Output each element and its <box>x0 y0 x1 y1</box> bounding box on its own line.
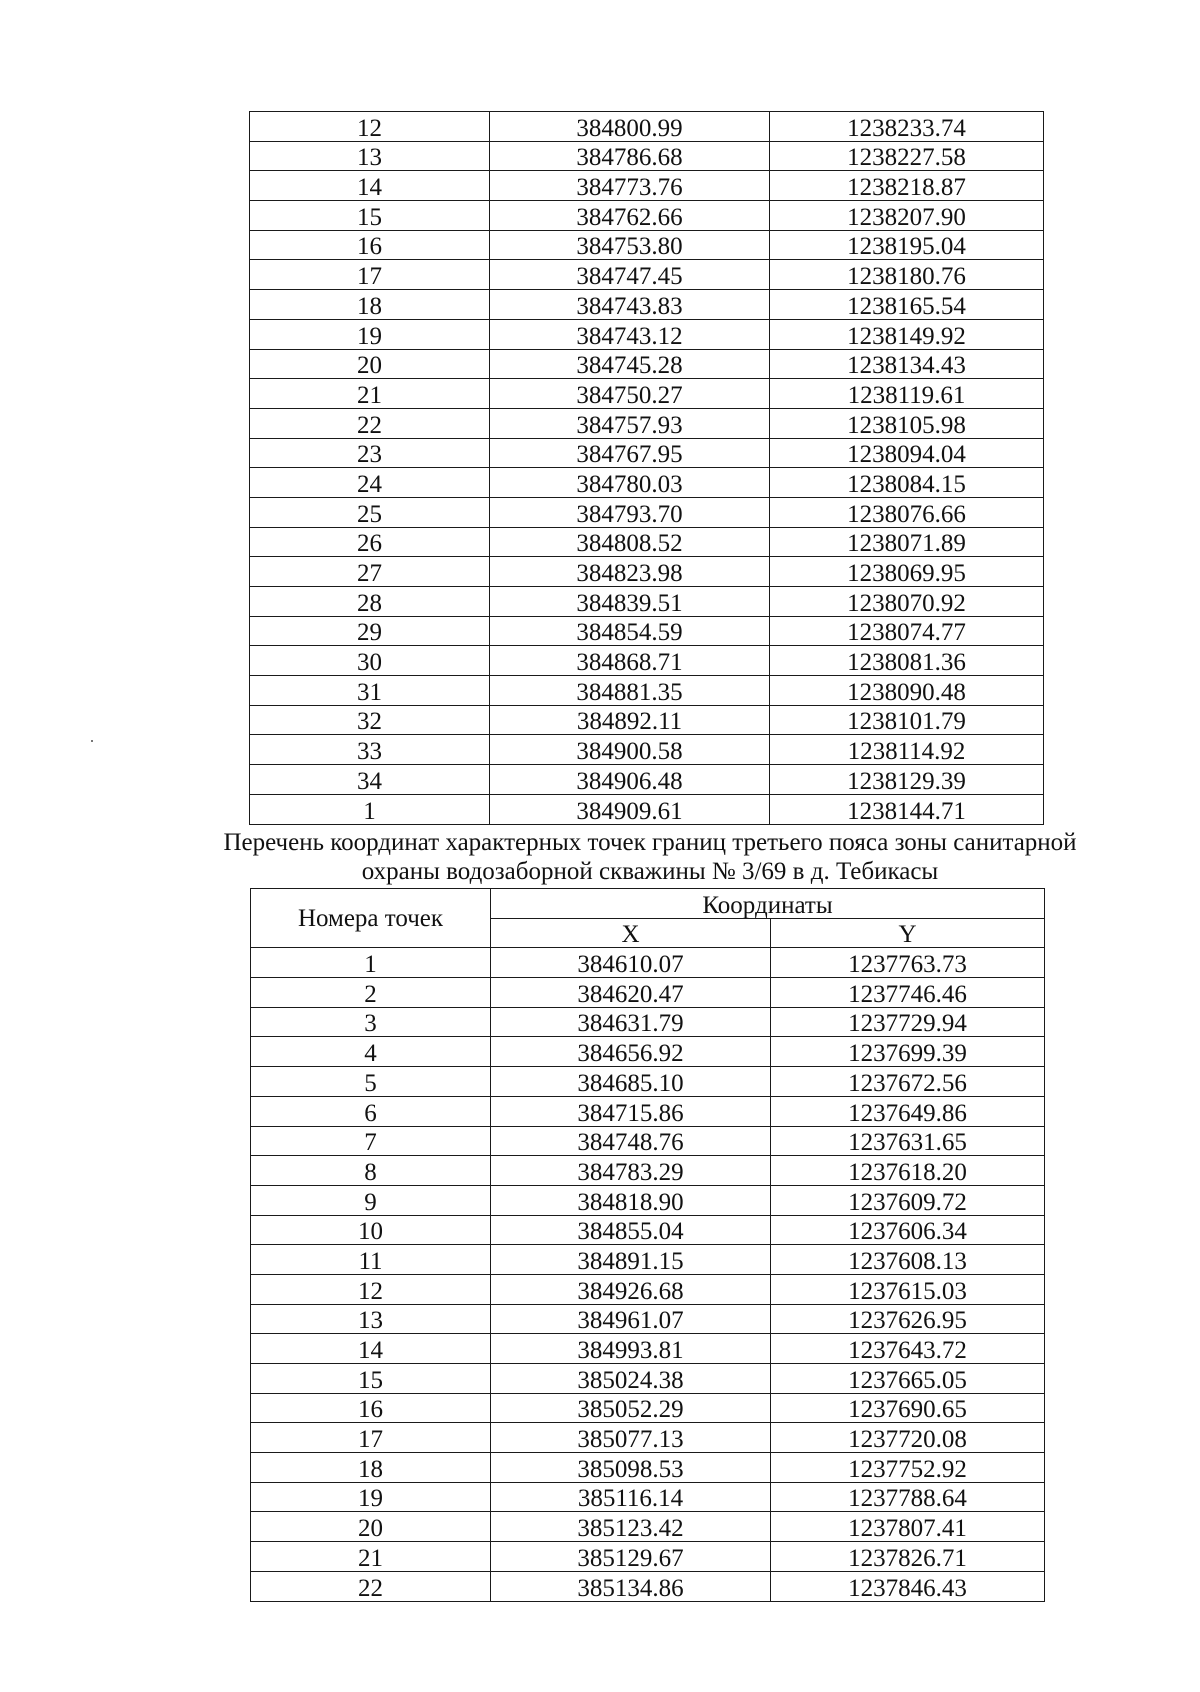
x-coordinate-cell: 385134.86 <box>491 1571 771 1601</box>
x-coordinate-cell: 384786.68 <box>490 141 770 171</box>
point-number-cell: 3 <box>251 1007 491 1037</box>
x-coordinate-cell: 384855.04 <box>491 1215 771 1245</box>
y-coordinate-cell: 1237665.05 <box>771 1364 1045 1394</box>
table-row <box>251 1126 1045 1156</box>
table-row <box>251 1423 1045 1453</box>
table-row <box>250 765 1044 795</box>
point-number-cell: 29 <box>250 616 490 646</box>
table-row <box>251 1215 1045 1245</box>
y-coordinate-cell: 1237618.20 <box>771 1156 1045 1186</box>
point-number-cell: 21 <box>250 379 490 409</box>
caption-line-1: Перечень координат характерных точек границ третьего пояса зоны санитарной <box>223 829 1077 856</box>
table-row <box>251 1037 1045 1067</box>
y-coordinate-cell: 1238071.89 <box>770 527 1044 557</box>
x-coordinate-cell: 384800.99 <box>490 112 770 142</box>
y-coordinate-cell: 1238180.76 <box>770 260 1044 290</box>
x-coordinate-cell: 384757.93 <box>490 408 770 438</box>
table-row <box>250 408 1044 438</box>
y-coordinate-cell: 1238207.90 <box>770 201 1044 231</box>
x-coordinate-cell: 384743.83 <box>490 290 770 320</box>
x-coordinate-cell: 384610.07 <box>491 948 771 978</box>
table-row <box>251 1482 1045 1512</box>
y-coordinate-cell: 1237608.13 <box>771 1245 1045 1275</box>
point-number-cell: 30 <box>250 646 490 676</box>
table-row <box>250 141 1044 171</box>
header-point-numbers: Номера точек <box>251 889 491 948</box>
point-number-cell: 10 <box>251 1215 491 1245</box>
y-coordinate-cell: 1237826.71 <box>771 1542 1045 1572</box>
table-row <box>250 557 1044 587</box>
x-coordinate-cell: 384780.03 <box>490 468 770 498</box>
table-row <box>251 978 1045 1008</box>
y-coordinate-cell: 1237626.95 <box>771 1304 1045 1334</box>
x-coordinate-cell: 384773.76 <box>490 171 770 201</box>
point-number-cell: 8 <box>251 1156 491 1186</box>
point-number-cell: 18 <box>250 290 490 320</box>
third-zone-coordinates-table <box>250 888 1045 1602</box>
point-number-cell: 17 <box>251 1423 491 1453</box>
point-number-cell: 1 <box>251 948 491 978</box>
table-row <box>251 1571 1045 1601</box>
y-coordinate-cell: 1238094.04 <box>770 438 1044 468</box>
x-coordinate-cell: 385052.29 <box>491 1393 771 1423</box>
x-coordinate-cell: 384818.90 <box>491 1185 771 1215</box>
y-coordinate-cell: 1237699.39 <box>771 1037 1045 1067</box>
table-row <box>250 438 1044 468</box>
point-number-cell: 22 <box>251 1571 491 1601</box>
x-coordinate-cell: 385024.38 <box>491 1364 771 1394</box>
y-coordinate-cell: 1237643.72 <box>771 1334 1045 1364</box>
y-coordinate-cell: 1238227.58 <box>770 141 1044 171</box>
table-row <box>251 1007 1045 1037</box>
caption-line-2: охраны водозаборной скважины № 3/69 в д. Тебикасы <box>361 858 939 885</box>
table-row <box>250 646 1044 676</box>
point-number-cell: 28 <box>250 587 490 617</box>
table-row <box>250 112 1044 142</box>
y-coordinate-cell: 1238165.54 <box>770 290 1044 320</box>
x-coordinate-cell: 384656.92 <box>491 1037 771 1067</box>
y-coordinate-cell: 1238134.43 <box>770 349 1044 379</box>
header-x: X <box>491 918 771 948</box>
point-number-cell: 31 <box>250 676 490 706</box>
y-coordinate-cell: 1237746.46 <box>771 978 1045 1008</box>
point-number-cell: 19 <box>251 1482 491 1512</box>
header-coordinates: Координаты <box>491 889 1045 919</box>
x-coordinate-cell: 384747.45 <box>490 260 770 290</box>
point-number-cell: 14 <box>251 1334 491 1364</box>
y-coordinate-cell: 1238119.61 <box>770 379 1044 409</box>
point-number-cell: 24 <box>250 468 490 498</box>
point-number-cell: 12 <box>251 1274 491 1304</box>
table-row <box>251 1245 1045 1275</box>
y-coordinate-cell: 1237615.03 <box>771 1274 1045 1304</box>
point-number-cell: 12 <box>250 112 490 142</box>
y-coordinate-cell: 1238084.15 <box>770 468 1044 498</box>
point-number-cell: 16 <box>251 1393 491 1423</box>
y-coordinate-cell: 1238105.98 <box>770 408 1044 438</box>
y-coordinate-cell: 1237649.86 <box>771 1096 1045 1126</box>
x-coordinate-cell: 384881.35 <box>490 676 770 706</box>
y-coordinate-cell: 1237763.73 <box>771 948 1045 978</box>
table-row <box>251 1393 1045 1423</box>
y-coordinate-cell: 1238129.39 <box>770 765 1044 795</box>
table-row <box>250 319 1044 349</box>
third-zone-coordinates-table-body <box>251 948 1045 1601</box>
y-coordinate-cell: 1238233.74 <box>770 112 1044 142</box>
table-row <box>250 468 1044 498</box>
point-number-cell: 20 <box>251 1512 491 1542</box>
table-row <box>251 1542 1045 1572</box>
x-coordinate-cell: 384961.07 <box>491 1304 771 1334</box>
point-number-cell: 14 <box>250 171 490 201</box>
table-row <box>250 527 1044 557</box>
x-coordinate-cell: 385123.42 <box>491 1512 771 1542</box>
table-row <box>250 290 1044 320</box>
table-row <box>251 1096 1045 1126</box>
table-row <box>250 705 1044 735</box>
point-number-cell: 6 <box>251 1096 491 1126</box>
x-coordinate-cell: 384762.66 <box>490 201 770 231</box>
x-coordinate-cell: 384906.48 <box>490 765 770 795</box>
point-number-cell: 13 <box>251 1304 491 1334</box>
table-row <box>250 171 1044 201</box>
table-row <box>251 1512 1045 1542</box>
table-row <box>251 1364 1045 1394</box>
point-number-cell: 26 <box>250 527 490 557</box>
x-coordinate-cell: 384793.70 <box>490 497 770 527</box>
header-y: Y <box>771 918 1045 948</box>
point-number-cell: 25 <box>250 497 490 527</box>
x-coordinate-cell: 384892.11 <box>490 705 770 735</box>
x-coordinate-cell: 384750.27 <box>490 379 770 409</box>
y-coordinate-cell: 1238070.92 <box>770 587 1044 617</box>
table-row <box>251 948 1045 978</box>
y-coordinate-cell: 1238149.92 <box>770 319 1044 349</box>
x-coordinate-cell: 385116.14 <box>491 1482 771 1512</box>
table-row <box>250 676 1044 706</box>
x-coordinate-cell: 384783.29 <box>491 1156 771 1186</box>
point-number-cell: 13 <box>250 141 490 171</box>
x-coordinate-cell: 384753.80 <box>490 230 770 260</box>
header-row-1 <box>251 889 1045 919</box>
x-coordinate-cell: 384823.98 <box>490 557 770 587</box>
point-number-cell: 32 <box>250 705 490 735</box>
x-coordinate-cell: 384715.86 <box>491 1096 771 1126</box>
x-coordinate-cell: 384909.61 <box>490 794 770 824</box>
x-coordinate-cell: 384685.10 <box>491 1067 771 1097</box>
y-coordinate-cell: 1238069.95 <box>770 557 1044 587</box>
point-number-cell: 27 <box>250 557 490 587</box>
table-row <box>250 230 1044 260</box>
point-number-cell: 17 <box>250 260 490 290</box>
table-row <box>251 1156 1045 1186</box>
table-row <box>250 794 1044 824</box>
point-number-cell: 33 <box>250 735 490 765</box>
y-coordinate-cell: 1238218.87 <box>770 171 1044 201</box>
point-number-cell: 9 <box>251 1185 491 1215</box>
point-number-cell: 16 <box>250 230 490 260</box>
y-coordinate-cell: 1238114.92 <box>770 735 1044 765</box>
y-coordinate-cell: 1238081.36 <box>770 646 1044 676</box>
x-coordinate-cell: 385098.53 <box>491 1453 771 1483</box>
y-coordinate-cell: 1238195.04 <box>770 230 1044 260</box>
point-number-cell: 2 <box>251 978 491 1008</box>
table-row <box>251 1274 1045 1304</box>
table-row <box>251 1185 1045 1215</box>
scan-speck <box>91 740 93 742</box>
table-row <box>250 616 1044 646</box>
table-row <box>250 587 1044 617</box>
y-coordinate-cell: 1238144.71 <box>770 794 1044 824</box>
point-number-cell: 15 <box>251 1364 491 1394</box>
table-row <box>251 1453 1045 1483</box>
coordinates-table-continued-body <box>250 112 1044 825</box>
table-caption <box>150 828 1150 886</box>
x-coordinate-cell: 384748.76 <box>491 1126 771 1156</box>
x-coordinate-cell: 384900.58 <box>490 735 770 765</box>
y-coordinate-cell: 1238076.66 <box>770 497 1044 527</box>
x-coordinate-cell: 384743.12 <box>490 319 770 349</box>
x-coordinate-cell: 384926.68 <box>491 1274 771 1304</box>
x-coordinate-cell: 384891.15 <box>491 1245 771 1275</box>
y-coordinate-cell: 1237631.65 <box>771 1126 1045 1156</box>
y-coordinate-cell: 1237672.56 <box>771 1067 1045 1097</box>
x-coordinate-cell: 384745.28 <box>490 349 770 379</box>
y-coordinate-cell: 1237606.34 <box>771 1215 1045 1245</box>
x-coordinate-cell: 384993.81 <box>491 1334 771 1364</box>
y-coordinate-cell: 1237807.41 <box>771 1512 1045 1542</box>
point-number-cell: 4 <box>251 1037 491 1067</box>
table-header <box>251 889 1045 948</box>
x-coordinate-cell: 384854.59 <box>490 616 770 646</box>
table-row <box>250 379 1044 409</box>
table-row <box>250 349 1044 379</box>
y-coordinate-cell: 1237846.43 <box>771 1571 1045 1601</box>
point-number-cell: 7 <box>251 1126 491 1156</box>
y-coordinate-cell: 1237752.92 <box>771 1453 1045 1483</box>
table-row <box>250 735 1044 765</box>
point-number-cell: 34 <box>250 765 490 795</box>
point-number-cell: 22 <box>250 408 490 438</box>
y-coordinate-cell: 1238074.77 <box>770 616 1044 646</box>
x-coordinate-cell: 384839.51 <box>490 587 770 617</box>
point-number-cell: 21 <box>251 1542 491 1572</box>
point-number-cell: 11 <box>251 1245 491 1275</box>
table-row <box>251 1304 1045 1334</box>
y-coordinate-cell: 1237690.65 <box>771 1393 1045 1423</box>
coordinates-table-continued <box>249 111 1044 825</box>
y-coordinate-cell: 1238101.79 <box>770 705 1044 735</box>
x-coordinate-cell: 385077.13 <box>491 1423 771 1453</box>
y-coordinate-cell: 1237609.72 <box>771 1185 1045 1215</box>
table-row <box>250 497 1044 527</box>
x-coordinate-cell: 384868.71 <box>490 646 770 676</box>
x-coordinate-cell: 384808.52 <box>490 527 770 557</box>
x-coordinate-cell: 384631.79 <box>491 1007 771 1037</box>
x-coordinate-cell: 385129.67 <box>491 1542 771 1572</box>
point-number-cell: 19 <box>250 319 490 349</box>
table-row <box>250 260 1044 290</box>
table-row <box>251 1334 1045 1364</box>
y-coordinate-cell: 1238090.48 <box>770 676 1044 706</box>
y-coordinate-cell: 1237729.94 <box>771 1007 1045 1037</box>
point-number-cell: 5 <box>251 1067 491 1097</box>
point-number-cell: 18 <box>251 1453 491 1483</box>
y-coordinate-cell: 1237720.08 <box>771 1423 1045 1453</box>
table-row <box>251 1067 1045 1097</box>
point-number-cell: 20 <box>250 349 490 379</box>
y-coordinate-cell: 1237788.64 <box>771 1482 1045 1512</box>
point-number-cell: 15 <box>250 201 490 231</box>
table-row <box>250 201 1044 231</box>
x-coordinate-cell: 384620.47 <box>491 978 771 1008</box>
point-number-cell: 1 <box>250 794 490 824</box>
point-number-cell: 23 <box>250 438 490 468</box>
x-coordinate-cell: 384767.95 <box>490 438 770 468</box>
